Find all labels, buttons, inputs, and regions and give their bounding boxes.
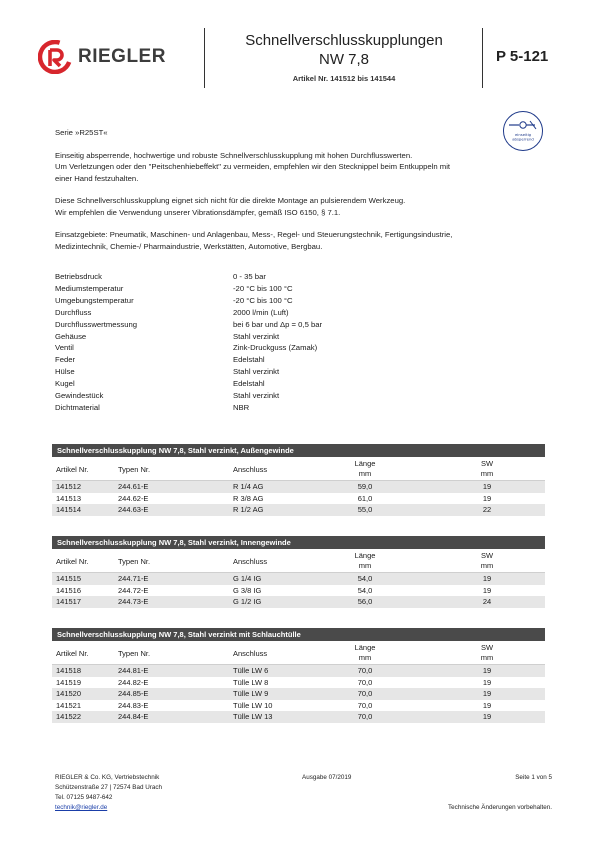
application-line: Einsatzgebiete: Pneumatik, Maschinen- und Anlagenbau, Mess-, Regel- und Steuerungstechnik, Fertigungsindustrie, [55, 230, 453, 239]
spec-label: Durchflusswertmessung [55, 319, 138, 329]
spec-row [55, 295, 355, 307]
col-anschluss: Anschluss [233, 557, 268, 566]
cell-sw: 19 [482, 482, 492, 491]
spec-value: -20 °C bis 100 °C [233, 283, 293, 293]
riegler-logo-icon [38, 40, 72, 74]
cell-laenge: 70,0 [357, 689, 373, 698]
cell-laenge: 59,0 [357, 482, 373, 491]
cell-anschluss: Tülle LW 9 [233, 689, 269, 698]
brand-name: RIEGLER [78, 46, 166, 67]
col-anschluss: Anschluss [233, 649, 268, 658]
cell-typen: 244.83-E [118, 700, 149, 710]
spec-label: Feder [55, 355, 76, 365]
col-typen: Typen Nr. [118, 557, 151, 566]
col-laenge-unit: mm [358, 561, 372, 570]
intro-text [55, 127, 545, 263]
footer-contact [55, 773, 162, 813]
cell-laenge: 56,0 [357, 597, 373, 606]
col-sw-unit: mm [480, 561, 494, 570]
spec-row [55, 319, 355, 331]
description-line: Um Verletzungen oder den "Peitschenhiebeffekt" zu vermeiden, empfehlen wir den Stecknippel beim Entkuppeln mit [55, 162, 451, 171]
spec-label: Mediumstemperatur [55, 283, 124, 293]
seal-text-1: einseitig [514, 132, 532, 137]
cell-laenge: 70,0 [357, 666, 373, 675]
cell-sw: 22 [482, 505, 492, 514]
cell-typen: 244.73-E [118, 597, 149, 606]
spec-label: Dichtmaterial [55, 402, 100, 412]
cell-sw: 19 [482, 574, 492, 583]
table-title: Schnellverschlusskupplung NW 7,8, Stahl verzinkt mit Schlauchtülle [52, 628, 545, 641]
seal-text-2: absperrend [512, 136, 534, 142]
col-laenge: Länge [354, 551, 376, 560]
spec-value: Zink-Druckguss (Zamak) [233, 343, 318, 353]
cell-sw: 19 [482, 585, 492, 595]
page-code: P 5-121 [496, 48, 549, 65]
cell-anschluss: G 3/8 IG [233, 585, 262, 595]
spec-label: Kugel [55, 379, 75, 389]
col-laenge: Länge [354, 643, 376, 652]
footer-phone: Tel. 07125 9487-642 [55, 794, 113, 801]
spec-row [55, 342, 355, 354]
cell-laenge: 61,0 [357, 493, 373, 503]
table-row [52, 481, 545, 493]
cell-sw: 19 [482, 666, 492, 675]
cell-typen: 244.72-E [118, 585, 149, 595]
table-column-headers [52, 549, 545, 573]
table-column-headers [52, 641, 545, 665]
page-header [38, 26, 558, 94]
col-sw: SW [480, 551, 494, 560]
spec-row [55, 271, 355, 283]
cell-anschluss: G 1/4 IG [233, 574, 262, 583]
col-sw-unit: mm [480, 469, 494, 478]
mounting-paragraph [55, 195, 545, 218]
table-row [52, 493, 545, 505]
cell-typen: 244.84-E [118, 712, 149, 721]
spec-label: Durchfluss [55, 307, 92, 317]
col-laenge-unit: mm [358, 653, 372, 662]
cell-sw: 19 [482, 712, 492, 721]
spec-value: NBR [233, 402, 250, 412]
cell-artikel: 141522 [56, 712, 82, 721]
cell-typen: 244.71-E [118, 574, 149, 583]
cell-anschluss: R 1/4 AG [233, 482, 264, 491]
cell-typen: 244.81-E [118, 666, 149, 675]
spec-value: bei 6 bar und Δp = 0,5 bar [233, 319, 323, 329]
col-typen: Typen Nr. [118, 465, 151, 474]
table-row [52, 596, 545, 608]
spec-label: Gewindestück [55, 391, 104, 401]
table-row [52, 688, 545, 700]
cell-artikel: 141520 [56, 689, 82, 698]
spec-row [55, 390, 355, 402]
spec-row [55, 307, 355, 319]
spec-label: Hülse [55, 367, 75, 377]
cell-artikel: 141513 [56, 493, 82, 503]
col-sw-unit: mm [480, 653, 494, 662]
cell-artikel: 141512 [56, 482, 82, 491]
cell-laenge: 55,0 [357, 505, 373, 514]
spec-value: 0 - 35 bar [233, 272, 266, 281]
cell-typen: 244.82-E [118, 677, 149, 687]
cell-sw: 19 [482, 700, 492, 710]
table-internal-thread [52, 536, 545, 608]
cell-artikel: 141519 [56, 677, 82, 687]
table-row [52, 700, 545, 712]
table-title: Schnellverschlusskupplung NW 7,8, Stahl verzinkt, Außengewinde [52, 444, 545, 457]
spec-value: Edelstahl [233, 355, 265, 365]
description-paragraph [55, 150, 545, 185]
table-hose-tail [52, 628, 545, 723]
header-divider [482, 28, 483, 88]
specifications-list [55, 271, 355, 414]
cell-laenge: 70,0 [357, 700, 373, 710]
document-title [214, 32, 474, 83]
table-row [52, 665, 545, 677]
cell-sw: 19 [482, 677, 492, 687]
cell-typen: 244.62-E [118, 493, 149, 503]
description-line: Einseitig absperrende, hochwertige und robuste Schnellverschlusskupplung mit hohen Durchflusswerten. [55, 150, 413, 160]
application-paragraph [55, 229, 545, 252]
col-laenge-unit: mm [358, 469, 372, 478]
cell-anschluss: Tülle LW 10 [233, 700, 273, 710]
footer-address: Schützenstraße 27 | 72574 Bad Urach [55, 784, 162, 791]
header-divider [204, 28, 205, 88]
cell-artikel: 141518 [56, 666, 82, 675]
spec-value: Stahl verzinkt [233, 391, 280, 401]
spec-row [55, 402, 355, 414]
cell-sw: 19 [482, 493, 492, 503]
col-sw: SW [480, 459, 494, 468]
cell-artikel: 141521 [56, 700, 82, 710]
cell-artikel: 141514 [56, 505, 82, 514]
cell-laenge: 70,0 [357, 712, 373, 721]
description-line: einer Hand festzuhalten. [55, 173, 139, 183]
spec-row [55, 366, 355, 378]
spec-row [55, 354, 355, 366]
table-row [52, 504, 545, 516]
spec-row [55, 331, 355, 343]
spec-label: Gehäuse [55, 331, 87, 341]
cell-anschluss: Tülle LW 13 [233, 712, 273, 721]
cell-artikel: 141516 [56, 585, 82, 595]
cell-typen: 244.63-E [118, 505, 149, 514]
table-row [52, 677, 545, 689]
footer-edition: Ausgabe 07/2019 [302, 774, 352, 781]
spec-value: 2000 l/min (Luft) [233, 307, 289, 317]
mounting-line: Wir empfehlen die Verwendung unserer Vibrationsdämpfer, gemäß ISO 6150, § 7.1. [55, 207, 341, 217]
cell-artikel: 141515 [56, 574, 82, 583]
col-sw: SW [480, 643, 494, 652]
spec-row [55, 283, 355, 295]
col-anschluss: Anschluss [233, 465, 268, 474]
table-column-headers [52, 457, 545, 481]
spec-value: Stahl verzinkt [233, 367, 280, 377]
col-typen: Typen Nr. [118, 649, 151, 658]
col-laenge: Länge [354, 459, 376, 468]
spec-value: Stahl verzinkt [233, 331, 280, 341]
title-line-2: NW 7,8 [318, 51, 369, 68]
footer-email-link[interactable]: technik@riegler.de [55, 804, 108, 811]
spec-label: Ventil [55, 343, 74, 353]
spec-row [55, 378, 355, 390]
table-row [52, 711, 545, 723]
spec-value: -20 °C bis 100 °C [233, 295, 293, 305]
cell-anschluss: G 1/2 IG [233, 597, 262, 606]
spec-label: Betriebsdruck [55, 272, 102, 281]
title-line-1: Schnellverschlusskupplungen [245, 32, 443, 49]
table-row [52, 573, 545, 585]
footer-page-number: Seite 1 von 5 [515, 774, 552, 781]
footer-notice: Technische Änderungen vorbehalten. [448, 804, 552, 811]
table-external-thread [52, 444, 545, 516]
cell-typen: 244.85-E [118, 689, 149, 698]
col-artikel: Artikel Nr. [56, 649, 89, 658]
cell-laenge: 70,0 [357, 677, 373, 687]
riegler-logo [38, 40, 166, 74]
article-range: Artikel Nr. 141512 bis 141544 [292, 74, 396, 83]
cell-sw: 24 [482, 597, 492, 606]
application-line: Medizintechnik, Chemie-/ Pharmaindustrie, Werkstätten, Automotive, Bergbau. [55, 241, 323, 251]
cell-anschluss: Tülle LW 8 [233, 677, 269, 687]
cell-artikel: 141517 [56, 597, 82, 606]
cell-anschluss: R 1/2 AG [233, 505, 264, 514]
col-artikel: Artikel Nr. [56, 465, 89, 474]
table-row [52, 585, 545, 597]
mounting-line: Diese Schnellverschlusskupplung eignet sich nicht für die direkte Montage an pulsierendem Werkzeug. [55, 196, 406, 205]
cell-anschluss: Tülle LW 6 [233, 666, 269, 675]
cell-laenge: 54,0 [357, 585, 373, 595]
footer-company: RIEGLER & Co. KG, Vertriebstechnik [55, 774, 160, 781]
series-label: Serie »R25ST« [55, 128, 108, 137]
spec-label: Umgebungstemperatur [55, 295, 134, 305]
cell-laenge: 54,0 [357, 574, 373, 583]
table-title: Schnellverschlusskupplung NW 7,8, Stahl verzinkt, Innengewinde [52, 536, 545, 549]
cell-sw: 19 [482, 689, 492, 698]
cell-anschluss: R 3/8 AG [233, 493, 264, 503]
col-artikel: Artikel Nr. [56, 557, 89, 566]
cell-typen: 244.61-E [118, 482, 149, 491]
spec-value: Edelstahl [233, 379, 265, 389]
